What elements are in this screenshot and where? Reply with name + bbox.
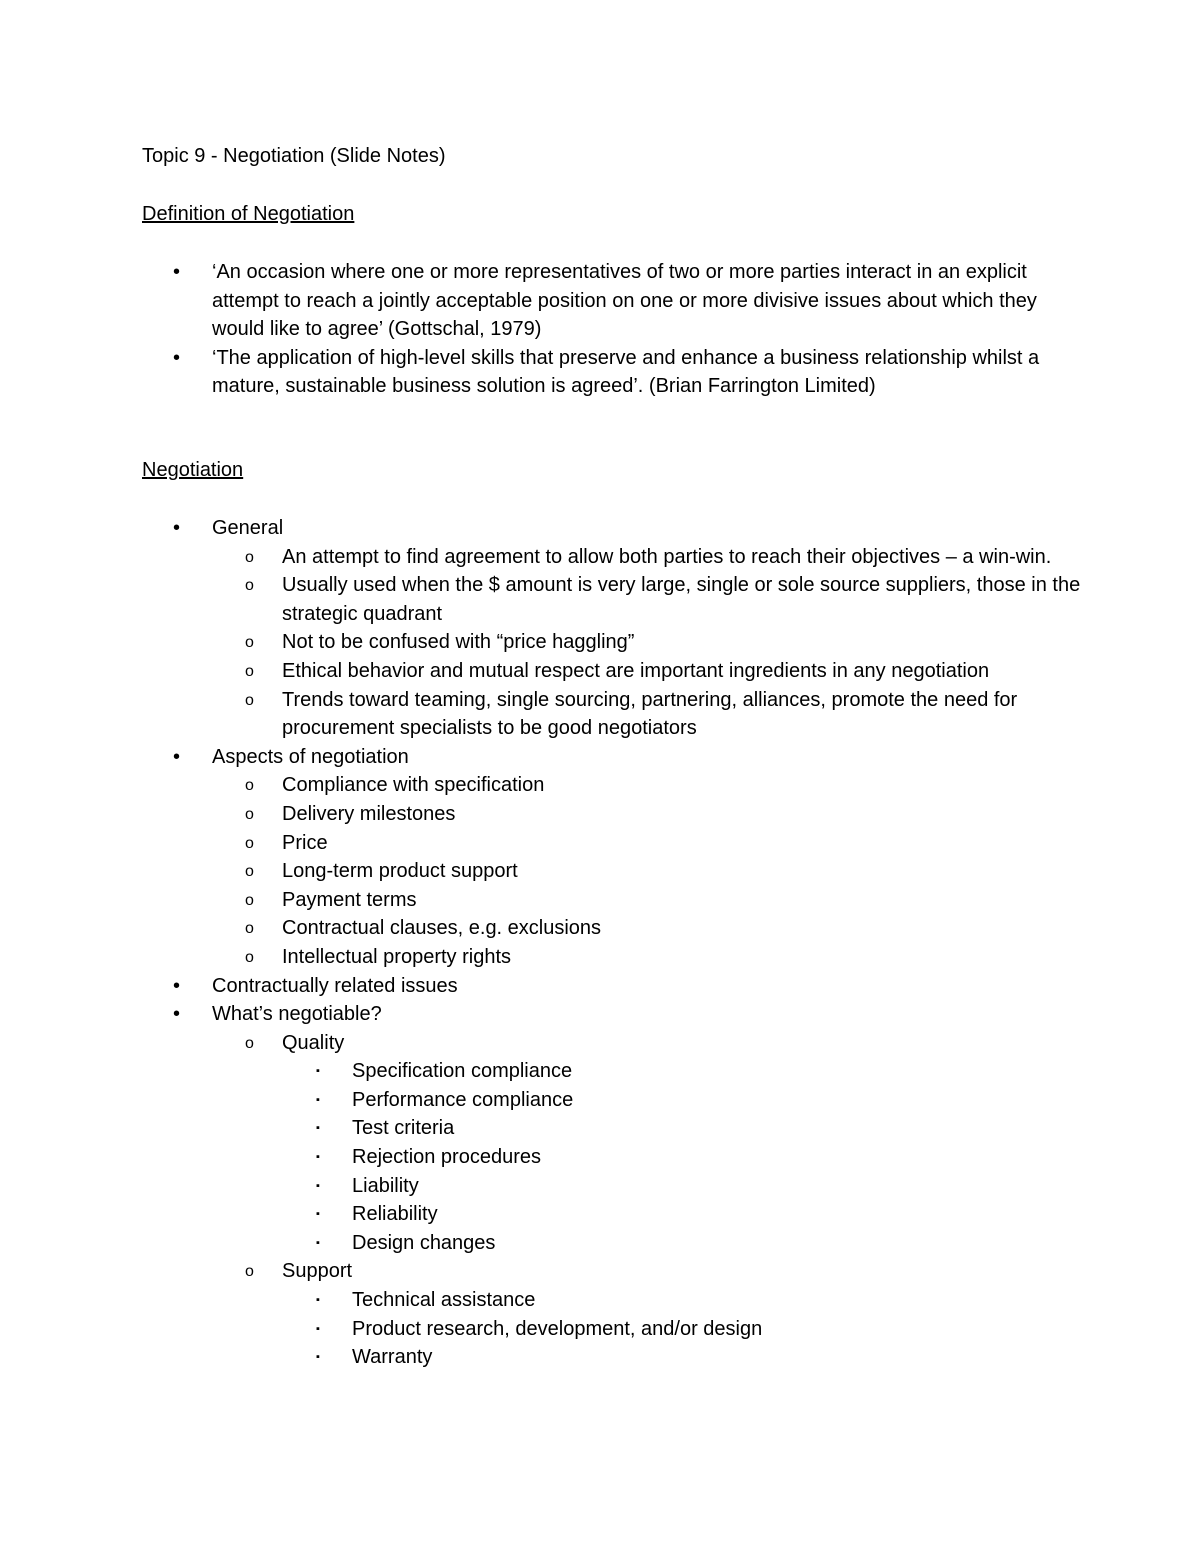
definition-text: ‘The application of high-level skills that preserve and enhance a business relationship whilst a mature, sustainable business solution is agreed’. (Brian Farrington Limited): [212, 346, 1040, 398]
list-item: [212, 571, 1082, 628]
list-item-text: Product research, development, and/or design: [352, 1317, 763, 1340]
list-item: [282, 1286, 1082, 1315]
list-item: [142, 344, 1062, 401]
general-sublist: [212, 543, 1082, 743]
circle-bullet-icon: o: [245, 634, 254, 652]
list-item-text: Usually used when the $ amount is very large, single or sole source suppliers, those in the strategic quadrant: [282, 574, 1081, 625]
list-item-text: Test criteria: [352, 1117, 455, 1140]
list-item: [282, 1315, 1082, 1344]
list-item-text: Delivery milestones: [282, 802, 456, 825]
section-heading-definition: Definition of Negotiation: [142, 203, 355, 225]
negotiable-sublist: [212, 1029, 1082, 1372]
circle-bullet-icon: o: [245, 891, 254, 909]
square-bullet-icon: ▪: [316, 1236, 320, 1249]
list-item: [282, 1057, 1082, 1086]
list-item: [142, 972, 1082, 1001]
list-item-text: Trends toward teaming, single sourcing, partnering, alliances, promote the need for procurement specialists to be good negotiators: [282, 688, 1018, 740]
list-item: [212, 543, 1082, 572]
list-item-text: Compliance with specification: [282, 774, 545, 797]
list-item: [282, 1343, 1082, 1372]
list-item-label: Contractually related issues: [212, 974, 458, 997]
list-item-label: Aspects of negotiation: [212, 745, 409, 768]
circle-bullet-icon: o: [245, 1034, 254, 1052]
list-item-text: Payment terms: [282, 888, 417, 911]
list-item-label: What’s negotiable?: [212, 1003, 382, 1026]
list-item-text: Liability: [352, 1174, 419, 1197]
list-item-text: Performance compliance: [352, 1088, 574, 1111]
list-item: [282, 1143, 1082, 1172]
bullet-icon: •: [173, 974, 181, 997]
square-bullet-icon: ▪: [316, 1294, 320, 1307]
list-item: [212, 857, 1082, 886]
list-item-text: Contractual clauses, e.g. exclusions: [282, 917, 602, 940]
square-bullet-icon: ▪: [316, 1065, 320, 1078]
negotiation-list: [142, 514, 1082, 1372]
list-item: [282, 1114, 1082, 1143]
circle-bullet-icon: o: [245, 691, 254, 709]
list-item: [212, 943, 1082, 972]
list-item-text: An attempt to find agreement to allow both parties to reach their objectives – a win-win.: [282, 545, 1052, 568]
list-item: [282, 1229, 1082, 1258]
quality-sublist: [282, 1057, 1082, 1257]
list-item-text: Long-term product support: [282, 860, 518, 883]
section-heading-negotiation: Negotiation: [142, 459, 244, 481]
circle-bullet-icon: o: [245, 548, 254, 566]
list-item: [212, 800, 1082, 829]
circle-bullet-icon: o: [245, 662, 254, 680]
list-item: [282, 1086, 1082, 1115]
circle-bullet-icon: o: [245, 948, 254, 966]
list-item-text: Warranty: [352, 1346, 433, 1369]
bullet-icon: •: [173, 517, 181, 539]
square-bullet-icon: ▪: [316, 1322, 320, 1335]
square-bullet-icon: ▪: [316, 1208, 320, 1221]
list-item-text: Not to be confused with “price haggling”: [282, 631, 635, 654]
list-item: [212, 1257, 1082, 1371]
list-item-text: Rejection procedures: [352, 1146, 541, 1169]
square-bullet-icon: ▪: [316, 1122, 320, 1135]
list-item-text: Technical assistance: [352, 1289, 536, 1312]
definition-list: [142, 258, 1062, 401]
support-sublist: [282, 1286, 1082, 1372]
circle-bullet-icon: o: [245, 920, 254, 938]
list-item-label: General: [212, 517, 284, 539]
aspects-sublist: [212, 771, 1082, 971]
list-item: [212, 657, 1082, 686]
square-bullet-icon: ▪: [316, 1151, 320, 1164]
circle-bullet-icon: o: [245, 1263, 254, 1281]
bullet-icon: •: [173, 261, 181, 283]
circle-bullet-icon: o: [245, 577, 254, 595]
page-title: Topic 9 - Negotiation (Slide Notes): [142, 145, 446, 167]
circle-bullet-icon: o: [245, 834, 254, 852]
list-item: [142, 514, 1082, 743]
square-bullet-icon: ▪: [316, 1351, 320, 1364]
list-item: [142, 1000, 1082, 1372]
list-item-text: Specification compliance: [352, 1060, 573, 1083]
list-item: [212, 829, 1082, 858]
bullet-icon: •: [173, 1003, 181, 1026]
square-bullet-icon: ▪: [316, 1179, 320, 1192]
list-item-text: Design changes: [352, 1231, 496, 1254]
list-item: [212, 771, 1082, 800]
list-item: [212, 886, 1082, 915]
square-bullet-icon: ▪: [316, 1093, 320, 1106]
list-item: [212, 686, 1082, 743]
list-item-label: Quality: [282, 1031, 345, 1054]
list-item-label: Support: [282, 1260, 353, 1283]
list-item-text: Ethical behavior and mutual respect are important ingredients in any negotiation: [282, 659, 990, 682]
bullet-icon: •: [173, 745, 181, 768]
definition-text: ‘An occasion where one or more representatives of two or more parties interact in an explicit attempt to reach a jointly acceptable position on one or more divisive issues about which they would like to agree’ (Gottschal, 1979): [212, 261, 1037, 341]
circle-bullet-icon: o: [245, 863, 254, 881]
list-item: [212, 1029, 1082, 1258]
list-item-text: Intellectual property rights: [282, 945, 512, 968]
list-item-text: Price: [282, 831, 328, 854]
list-item-text: Reliability: [352, 1203, 438, 1226]
list-item: [142, 743, 1082, 972]
list-item: [282, 1172, 1082, 1201]
list-item: [282, 1200, 1082, 1229]
bullet-icon: •: [173, 346, 181, 369]
circle-bullet-icon: o: [245, 805, 254, 823]
list-item: [212, 628, 1082, 657]
circle-bullet-icon: o: [245, 777, 254, 795]
list-item: [142, 258, 1062, 344]
list-item: [212, 914, 1082, 943]
